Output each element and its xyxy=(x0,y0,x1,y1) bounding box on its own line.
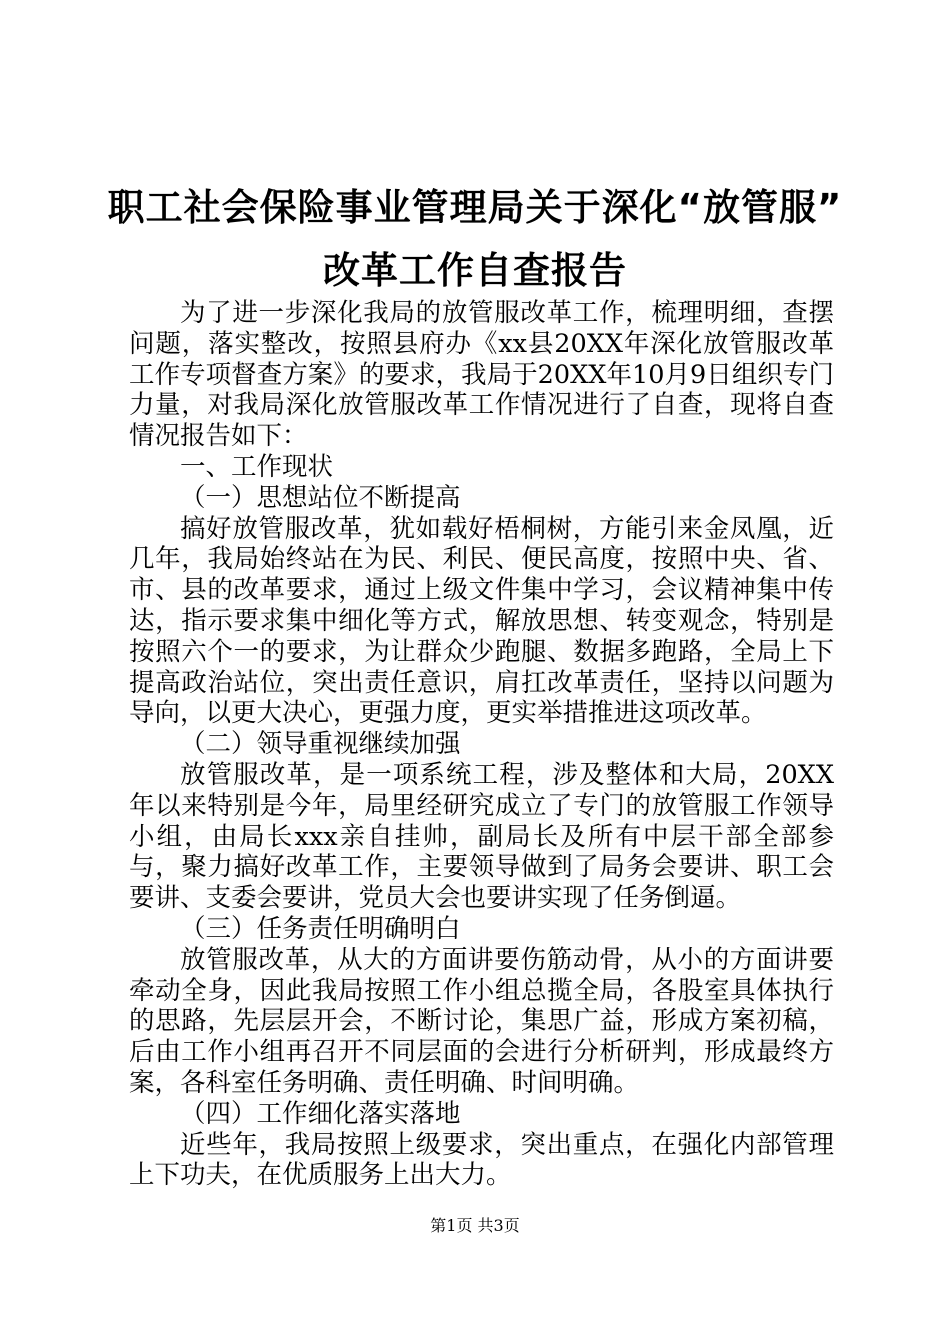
subsection-heading-2: （二）领导重视继续加强 xyxy=(180,729,461,760)
subsection-heading-1: （一）思想站位不断提高 xyxy=(180,482,461,513)
section-heading-1: 一、工作现状 xyxy=(180,451,334,482)
subsection-paragraph-2: 放管服改革，是一项系统工程，涉及整体和大局，20XX年以来特别是今年，局里经研究成立了专门的放管服工作领导小组，由局长xxx亲自挂帅，副局长及所有中层干部全部参与，聚力搞好改革工作，主要领导做到了局务会要讲、职工会要讲、支委会要讲，党员大会也要讲实现了任务倒逼。 xyxy=(129,759,834,914)
page-footer: 第1页 共3页 xyxy=(430,1216,520,1235)
document-title-line-2: 改革工作自查报告 xyxy=(323,249,627,292)
subsection-heading-4: （四）工作细化落实落地 xyxy=(180,1098,461,1129)
intro-paragraph: 为了进一步深化我局的放管服改革工作，梳理明细，查摆问题，落实整改，按照县府办《xx县20XX年深化放管服改革工作专项督查方案》的要求，我局于20XX年10月9日组织专门力量，对我局深化放管服改革工作情况进行了自查，现将自查情况报告如下： xyxy=(129,298,834,452)
document-title-line-1: 职工社会保险事业管理局关于深化“放管服” xyxy=(107,186,843,229)
document-body xyxy=(129,298,834,1191)
subsection-paragraph-4: 近些年，我局按照上级要求，突出重点，在强化内部管理上下功夫，在优质服务上出大力。 xyxy=(129,1129,834,1191)
subsection-heading-3: （三）任务责任明确明白 xyxy=(180,913,461,944)
subsection-paragraph-1: 搞好放管服改革，犹如载好梧桐树，方能引来金凤凰，近几年，我局始终站在为民、利民、便民高度，按照中央、省、市、县的改革要求，通过上级文件集中学习，会议精神集中传达，指示要求集中细化等方式，解放思想、转变观念，特别是按照六个一的要求，为让群众少跑腿、数据多跑路，全局上下提高政治站位，突出责任意识，肩扛改革责任，坚持以问题为导向，以更大决心，更强力度，更实举措推进这项改革。 xyxy=(129,513,834,729)
subsection-paragraph-3: 放管服改革，从大的方面讲要伤筋动骨，从小的方面讲要牵动全身，因此我局按照工作小组总揽全局，各股室具体执行的思路，先层层开会，不断讨论，集思广益，形成方案初稿，后由工作小组再召开不同层面的会进行分析研判，形成最终方案，各科室任务明确、责任明确、时间明确。 xyxy=(129,944,834,1098)
